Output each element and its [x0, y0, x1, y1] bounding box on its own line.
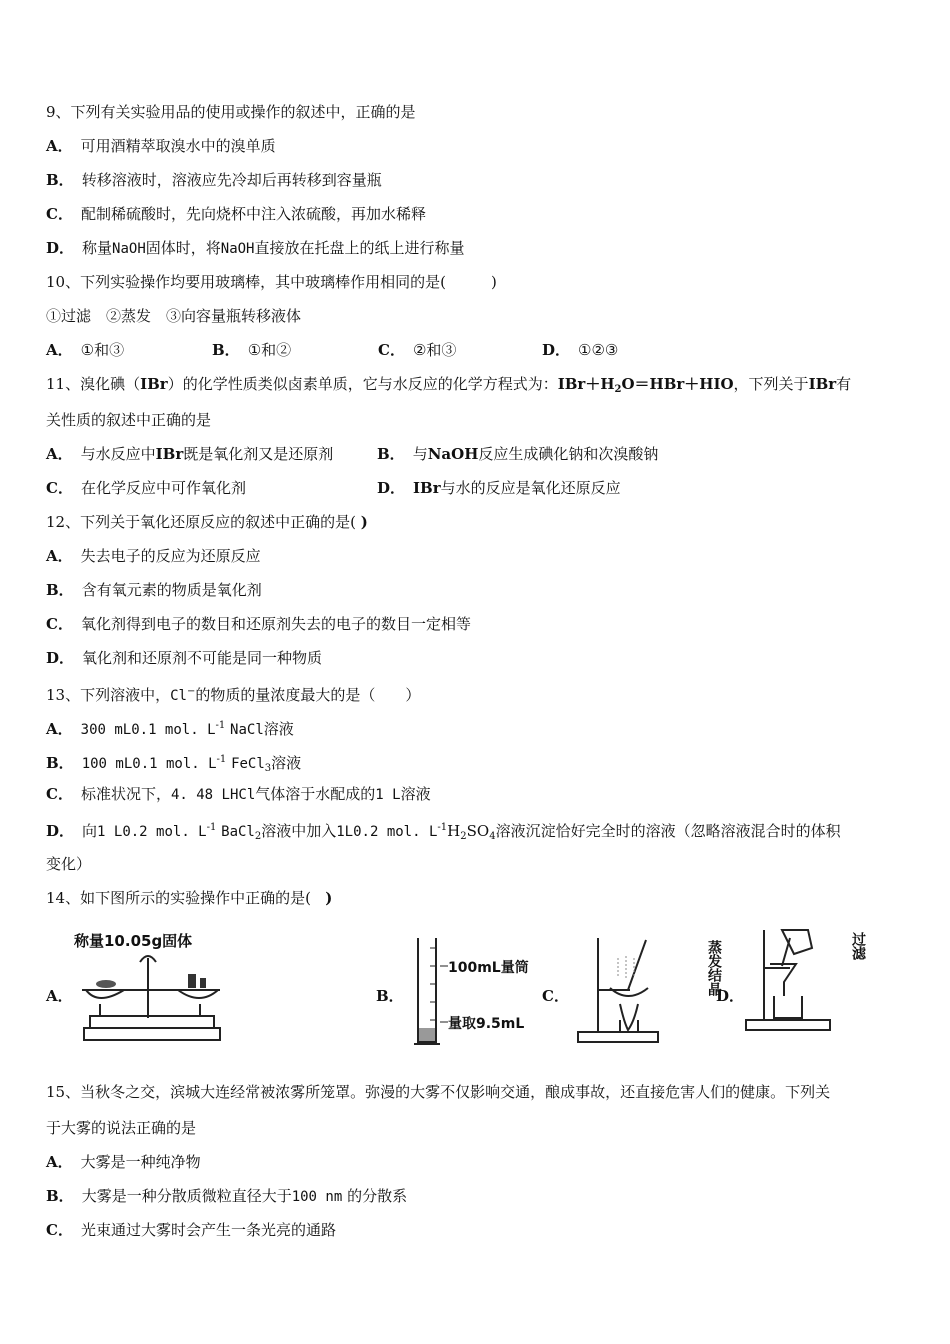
formula: FeCl — [231, 756, 265, 772]
option-label: C． — [542, 987, 569, 1005]
subscript: 2 — [460, 831, 467, 842]
superscript: -1 — [206, 822, 217, 833]
balance-caption: 称量10.05g固体 — [74, 932, 193, 950]
option-text: 既是氧化剂又是还原剂 — [183, 445, 334, 463]
formula: IBr — [155, 445, 184, 463]
option-text: 溶液 — [400, 785, 431, 803]
option-label: C． — [46, 205, 73, 223]
option-text: 可用酒精萃取溴水中的溴单质 — [80, 137, 276, 155]
q15-option-b — [46, 1186, 407, 1206]
option-label: A． — [46, 341, 73, 359]
quantity: 100 mL0.1 mol. L — [81, 756, 217, 772]
evaporation-caption — [666, 939, 723, 997]
q12-option-a — [46, 546, 261, 566]
q10-stem: 10、下列实验操作均要用玻璃棒，其中玻璃棒作用相同的是( ) — [46, 273, 497, 291]
balance-figure — [70, 928, 232, 1048]
solid-sample — [96, 980, 116, 988]
q13-option-b — [46, 750, 302, 774]
formula: SO — [466, 822, 490, 840]
option-text: 与 — [412, 445, 428, 463]
option-text: ①②③ — [578, 341, 619, 359]
option-text: 向 — [82, 822, 98, 840]
stem-text: 11、溴化碘（ — [46, 375, 141, 393]
glass-rod — [782, 938, 790, 966]
formula: NaCl — [230, 722, 264, 738]
option-text: 溶液中加入 — [261, 822, 337, 840]
stem-text: 有 — [836, 375, 852, 393]
option-label: B． — [212, 341, 240, 359]
q11-option-d — [377, 478, 621, 498]
formula: Cl — [170, 688, 187, 704]
steam — [618, 956, 634, 978]
equation: O＝HBr＋HIO — [621, 375, 734, 393]
option-label: A． — [46, 547, 73, 565]
formula: BaCl — [221, 824, 255, 840]
subscript: 2 — [614, 384, 622, 395]
option-label: C． — [378, 341, 405, 359]
pan-legs — [100, 1004, 200, 1016]
q13-option-d-cont: 变化） — [46, 855, 92, 873]
stem-text: 13、下列溶液中， — [46, 686, 171, 704]
stem-text: 12、下列关于氧化还原反应的叙述中正确的是( — [46, 513, 356, 531]
superscript: -1 — [216, 754, 227, 765]
option-label: D． — [46, 822, 75, 840]
option-text: 溶液 — [271, 754, 302, 772]
q10-option-c — [378, 340, 456, 360]
q9-stem: 9、下列有关实验用品的使用或操作的叙述中，正确的是 — [46, 103, 416, 121]
measure-caption: 量取9.5mL — [448, 1016, 525, 1032]
formula: NaOH — [112, 241, 146, 257]
option-label: D． — [542, 341, 571, 359]
q12-stem — [46, 512, 368, 532]
q13-option-c — [46, 784, 431, 804]
filtration-caption — [838, 932, 867, 961]
option-label: D． — [377, 479, 406, 497]
formula: IBr — [808, 375, 837, 393]
subscript: 2 — [254, 831, 262, 842]
option-text: 大雾是一种分散质微粒直径大于 — [81, 1187, 292, 1205]
option-label: B． — [376, 987, 404, 1005]
stem-text: ) — [325, 889, 333, 907]
option-label: A． — [46, 137, 73, 155]
option-label: B． — [46, 1187, 74, 1205]
option-label: B． — [46, 754, 74, 772]
option-text: 失去电子的反应为还原反应 — [80, 547, 261, 565]
balance-base — [90, 1016, 214, 1028]
option-label: D． — [716, 987, 745, 1005]
option-text: 大雾是一种纯净物 — [80, 1153, 201, 1171]
q15-stem-line1: 15、当秋冬之交，滨城大连经常被浓雾所笼罩。弥漫的大雾不仅影响交通，酿成事故，还直接危害人们的健康。下列关 — [46, 1083, 831, 1101]
weight — [200, 978, 206, 988]
option-text: ②和③ — [412, 341, 457, 359]
formula: NaOH — [427, 445, 479, 463]
option-label: A． — [46, 987, 73, 1005]
q9-option-c — [46, 204, 426, 224]
superscript: -1 — [437, 822, 448, 833]
balance-foot — [84, 1028, 220, 1040]
formula: NaOH — [220, 241, 255, 257]
option-text: 溶液 — [263, 720, 294, 738]
option-label: C． — [46, 479, 73, 497]
q12-option-b — [46, 580, 262, 600]
option-label: B． — [377, 445, 405, 463]
q11-stem-line2: 关性质的叙述中正确的是 — [46, 411, 212, 429]
cylinder-caption: 100mL量筒 — [448, 960, 529, 976]
q9-option-b — [46, 170, 382, 190]
option-text: 直接放在托盘上的纸上进行称量 — [254, 239, 465, 257]
option-label: C． — [46, 785, 73, 803]
option-label: A． — [46, 445, 73, 463]
q10-items: ①过滤 ②蒸发 ③向容量瓶转移液体 — [46, 307, 302, 325]
filtration-figure — [742, 924, 866, 1042]
q11-option-c — [46, 478, 246, 498]
option-text: ①和③ — [80, 341, 125, 359]
option-label: A． — [46, 720, 73, 738]
stem-text: ）的化学性质类似卤素单质，它与水反应的化学方程式为： — [167, 375, 558, 393]
option-text: 含有氧元素的物质是氧化剂 — [81, 581, 262, 599]
q11-options-row2 — [46, 478, 906, 498]
quantity: 4. 48 LHCl — [170, 787, 256, 803]
option-text: 固体时，将 — [145, 239, 221, 257]
stem-text: 的物质的量浓度最大的是（ ） — [195, 686, 421, 704]
evaporation-caption: 蒸发结晶 — [666, 940, 722, 956]
quantity: 1 L0.2 mol. L — [97, 824, 207, 840]
quantity: 300 mL0.1 mol. L — [80, 722, 216, 738]
option-text: ①和② — [247, 341, 292, 359]
stem-text: ，下列关于 — [733, 375, 809, 393]
q13-stem — [46, 682, 420, 702]
q11-stem-line1 — [46, 374, 851, 394]
cylinder-body — [418, 938, 436, 1042]
option-label: B． — [46, 581, 74, 599]
option-text: 反应生成碘化钠和次溴酸钠 — [478, 445, 659, 463]
q10-options — [46, 340, 906, 360]
q14-option-b-label — [376, 986, 412, 1006]
left-pan — [86, 990, 124, 998]
q9-option-a — [46, 136, 276, 156]
option-text: 与水的反应是氧化还原反应 — [440, 479, 621, 497]
q12-option-d — [46, 648, 322, 668]
q13-option-a — [46, 716, 294, 736]
stem-text: ) — [360, 513, 368, 531]
option-label: C． — [46, 1221, 73, 1239]
equation: IBr＋H — [557, 375, 615, 393]
stand-base — [746, 1020, 830, 1030]
q11-option-b — [377, 444, 658, 464]
option-label: C． — [46, 615, 73, 633]
quantity: 100 nm — [291, 1189, 343, 1205]
q10-option-d — [542, 340, 618, 360]
q13-option-d — [46, 818, 841, 842]
q15-stem-line2: 于大雾的说法正确的是 — [46, 1119, 197, 1137]
option-text: 在化学反应中可作氧化剂 — [80, 479, 246, 497]
quantity: 1 L — [375, 787, 401, 803]
option-text: 称量 — [82, 239, 113, 257]
option-text: 氧化剂和还原剂不可能是同一种物质 — [82, 649, 323, 667]
formula: IBr — [413, 479, 441, 497]
graduated-cylinder-figure — [410, 932, 538, 1048]
beaker — [774, 996, 802, 1018]
evaporation-figure — [570, 932, 722, 1050]
formula: IBr — [140, 375, 168, 393]
superscript: − — [186, 686, 196, 697]
option-text: 溶液沉淀恰好完全时的溶液（忽略溶液混合时的体积 — [495, 822, 841, 840]
q10-option-a — [46, 340, 124, 360]
option-text: 配制稀硫酸时，先向烧杯中注入浓硫酸，再加水稀释 — [80, 205, 426, 223]
superscript: -1 — [215, 720, 226, 731]
q12-option-c — [46, 614, 471, 634]
flame — [620, 1004, 638, 1030]
q11-options-row1 — [46, 444, 906, 464]
stand-base — [578, 1032, 658, 1042]
option-label: D． — [46, 649, 75, 667]
option-label: D． — [46, 239, 75, 257]
q15-option-a — [46, 1152, 201, 1172]
option-text: 与水反应中 — [80, 445, 156, 463]
option-text: 标准状况下， — [80, 785, 171, 803]
option-text: 光束通过大雾时会产生一条光亮的通路 — [80, 1221, 336, 1239]
right-pan — [178, 990, 218, 998]
option-text: 气体溶于水配成的 — [255, 785, 376, 803]
quantity: 1L0.2 mol. L — [336, 824, 438, 840]
cylinder-liquid — [419, 1028, 435, 1041]
q10-option-b — [212, 340, 291, 360]
q11-option-a — [46, 444, 333, 464]
filtration-caption: 过滤 — [838, 932, 866, 948]
stem-text: 14、如下图所示的实验操作中正确的是( — [46, 889, 311, 907]
formula: H — [447, 822, 461, 840]
option-text: 氧化剂得到电子的数目和还原剂失去的电子的数目一定相等 — [80, 615, 471, 633]
weight — [188, 974, 196, 988]
subscript: 4 — [489, 831, 496, 842]
option-text: 转移溶液时，溶液应先冷却后再转移到容量瓶 — [81, 171, 382, 189]
subscript: 3 — [264, 763, 272, 774]
q14-stem — [46, 888, 332, 908]
option-label: B． — [46, 171, 74, 189]
option-text: 的分散系 — [347, 1187, 408, 1205]
q15-option-c — [46, 1220, 336, 1240]
option-label: A． — [46, 1153, 73, 1171]
glass-rod — [628, 940, 646, 990]
pointer-lines — [440, 966, 448, 1022]
q9-option-d — [46, 238, 465, 258]
